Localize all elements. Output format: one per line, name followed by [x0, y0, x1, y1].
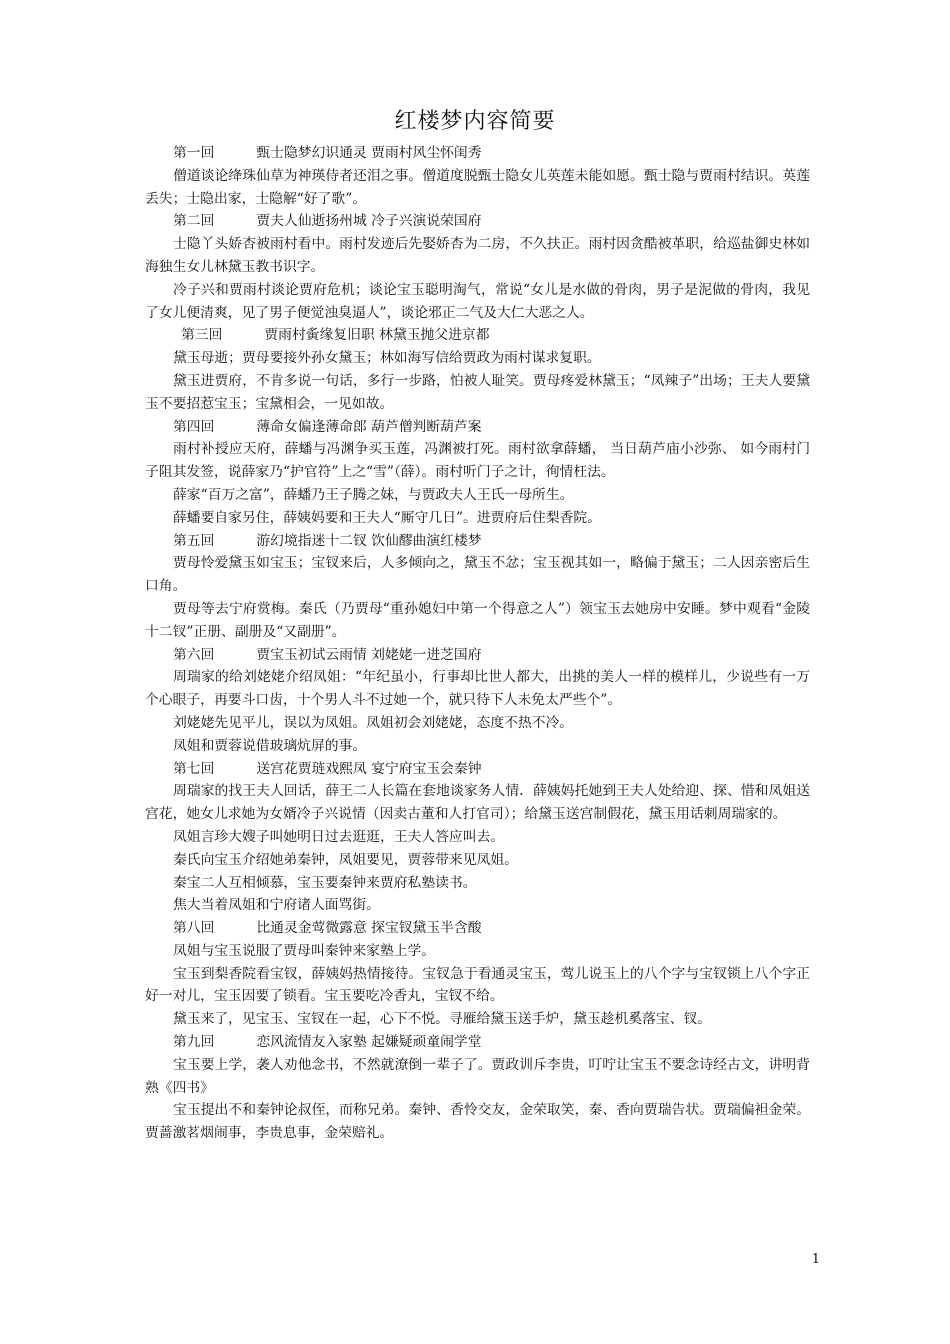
chapter-paragraph: 宝玉到梨香院看宝钗，薛姨妈热情接待。宝钗急于看通灵宝玉，莺儿说玉上的八个字与宝钗锁上八个字正好一对儿，宝玉因要了锁看。宝玉要吃冷香丸，宝钗不给。: [145, 965, 810, 1005]
chapter-heading: [145, 210, 810, 233]
chapter-paragraph: 贾母等去宁府赏梅。秦氏（乃贾母“重孙媳妇中第一个得意之人”）领宝玉去她房中安睡。梦中观看“金陵十二钗”正册、副册及“又副册”。: [145, 600, 810, 640]
chapter-paragraph: 薛蟠要自家另住，薛姨妈要和王夫人“厮守几日”。进贾府后住梨香院。: [173, 509, 602, 526]
chapter-number: 第六回: [173, 646, 215, 663]
chapter-number: 第九回: [173, 1034, 215, 1051]
chapter-heading: [145, 917, 810, 940]
chapter-paragraph: 焦大当着凤姐和宁府诸人面骂街。: [173, 897, 380, 914]
chapter-paragraph: 周瑞家的找王夫人回话，薛王二人长篇在套地谈家务人情．薛姨妈托她到王夫人处给迎、探、惜和凤姐送宫花，她女儿求她为女婿冷子兴说情（因卖古董和人打官司）；给黛玉送宫制假花，黛玉用话刺周瑞家的。: [145, 783, 810, 823]
document-title: 红楼梦内容简要: [394, 109, 556, 134]
chapter-paragraph: 凤姐与宝玉说服了贾母叫秦钟来家塾上学。: [173, 942, 436, 959]
chapter-paragraph: 士隐丫头娇杏被雨村看中。雨村发迹后先娶娇杏为二房，不久扶正。雨村因贪酷被革职，给巡盐御史林如海独生女儿林黛玉教书识字。: [145, 236, 810, 275]
chapter-paragraph: 周瑞家的给刘姥姥介绍凤姐：“年纪虽小，行事却比世人都大，出挑的美人一样的模样儿，少说些有一万个心眼子，再要斗口齿，十个男人斗不过她一个，就只待下人未免太严些个”。: [145, 669, 810, 709]
chapter-number: 第一回: [173, 145, 215, 161]
chapter-heading: [145, 324, 810, 347]
chapter-number: 第四回: [173, 418, 215, 435]
chapter-paragraph: 秦氏向宝玉介绍她弟秦钟，凤姐要见，贾蓉带来见凤姐。: [173, 851, 518, 868]
chapter-title: 贾宝玉初试云雨情 刘姥姥一进芝国府: [256, 646, 482, 663]
chapter-title: 甄士隐梦幻识通灵 贾雨村风尘怀闺秀: [256, 145, 482, 161]
chapter-paragraph: 黛玉进贾府，不肯多说一句话，多行一步路，怕被人耻笑。贾母疼爱林黛玉；“凤辣子”出场；王夫人要黛玉不要招惹宝玉；宝黛相会，一见如故。: [145, 372, 810, 412]
chapter-title: 送宫花贾琏戏熙凤 宴宁府宝玉会秦钟: [256, 760, 482, 777]
chapter-number: 第三回: [181, 327, 223, 344]
chapter-heading: [145, 530, 810, 553]
chapter-paragraph: 冷子兴和贾雨村谈论贾府危机；谈论宝玉聪明淘气，常说“女儿是水做的骨肉，男子是泥做的骨肉，我见了女儿便清爽，见了男子便觉浊臭逼人”，谈论邪正二气及大仁大恶之人。: [145, 281, 810, 321]
chapter-heading: [145, 142, 810, 165]
chapter-heading: [145, 758, 810, 781]
chapter-number: 第八回: [173, 920, 215, 937]
chapter-paragraph: 黛玉来了，见宝玉、宝钗在一起，心下不悦。寻雁给黛玉送手炉，黛玉趁机奚落宝、钗。: [173, 1011, 712, 1028]
chapter-title: 贾夫人仙逝扬州城 冷子兴演说荣国府: [256, 213, 482, 230]
chapter-paragraph: 宝玉提出不和秦钟论叔侄，而称兄弟。秦钟、香怜交友，金荣取笑，秦、香向贾瑞告状。贾瑞偏袒金荣。贾蔷激茗烟闹事，李贵息事，金荣赔礼。: [145, 1102, 810, 1142]
chapter-number: 第五回: [173, 532, 215, 549]
chapter-paragraph: 凤姐和贾蓉说借玻璃炕屏的事。: [173, 737, 367, 754]
page-number: 1: [811, 1252, 820, 1267]
chapter-title: 游幻境指迷十二钗 饮仙醪曲演红楼梦: [256, 532, 482, 549]
chapter-paragraph: 宝玉要上学，袭人劝他念书，不然就潦倒一辈子了。贾政训斥李贵，叮咛让宝玉不要念诗经古文，讲明背熟《四书》: [145, 1056, 810, 1096]
chapter-paragraph: 秦宝二人互相倾慕，宝玉要秦钟来贾府私塾读书。: [173, 874, 477, 891]
chapter-heading: [145, 416, 810, 439]
chapter-paragraph: 刘姥姥先见平儿，误以为凤姐。凤姐初会刘姥姥，态度不热不冷。: [173, 714, 574, 731]
chapter-number: 第二回: [173, 213, 215, 230]
chapter-title: 贾雨村夤缘复旧职 林黛玉抛父进京都: [264, 327, 490, 344]
chapter-heading: [145, 644, 810, 667]
chapter-title: 恋风流情友入家塾 起嫌疑顽童闹学堂: [256, 1034, 482, 1051]
chapter-heading: [145, 1031, 810, 1054]
chapter-paragraph: 雨村补授应天府，薛蟠与冯渊争买玉莲，冯渊被打死。雨村欲拿薛蟠， 当日葫芦庙小沙弥、 如今雨村门子阻其发签，说薛家乃“护官符”上之“雪”（薛）。雨村听门子之计，徇情枉法。: [145, 441, 810, 481]
chapter-title: 薄命女偏逢薄命郎 葫芦僧判断葫芦案: [256, 418, 482, 435]
document-body: [145, 142, 810, 1145]
chapter-number: 第七回: [173, 760, 215, 777]
chapter-paragraph: 贾母怜爱黛玉如宝玉；宝钗来后，人多倾向之，黛玉不忿；宝玉视其如一，略偏于黛玉；二人因亲密后生口角。: [145, 555, 810, 595]
chapter-paragraph: 僧道谈论绛珠仙草为神瑛侍者还泪之事。僧道度脱甄士隐女儿英莲未能如愿。甄士隐与贾雨村结识。英莲丢失；士隐出家，士隐解“好了歌”。: [145, 167, 810, 207]
chapter-paragraph: 薛家“百万之富”，薛蟠乃王子腾之妹，与贾政夫人王氏一母所生。: [173, 486, 574, 503]
chapter-paragraph: 凤姐言珍大嫂子叫她明日过去逛逛，王夫人答应叫去。: [173, 828, 505, 845]
chapter-title: 比通灵金莺微露意 探宝钗黛玉半含酸: [256, 920, 482, 937]
chapter-paragraph: 黛玉母逝；贾母要接外孙女黛玉；林如海写信给贾政为雨村谋求复职。: [173, 350, 601, 367]
